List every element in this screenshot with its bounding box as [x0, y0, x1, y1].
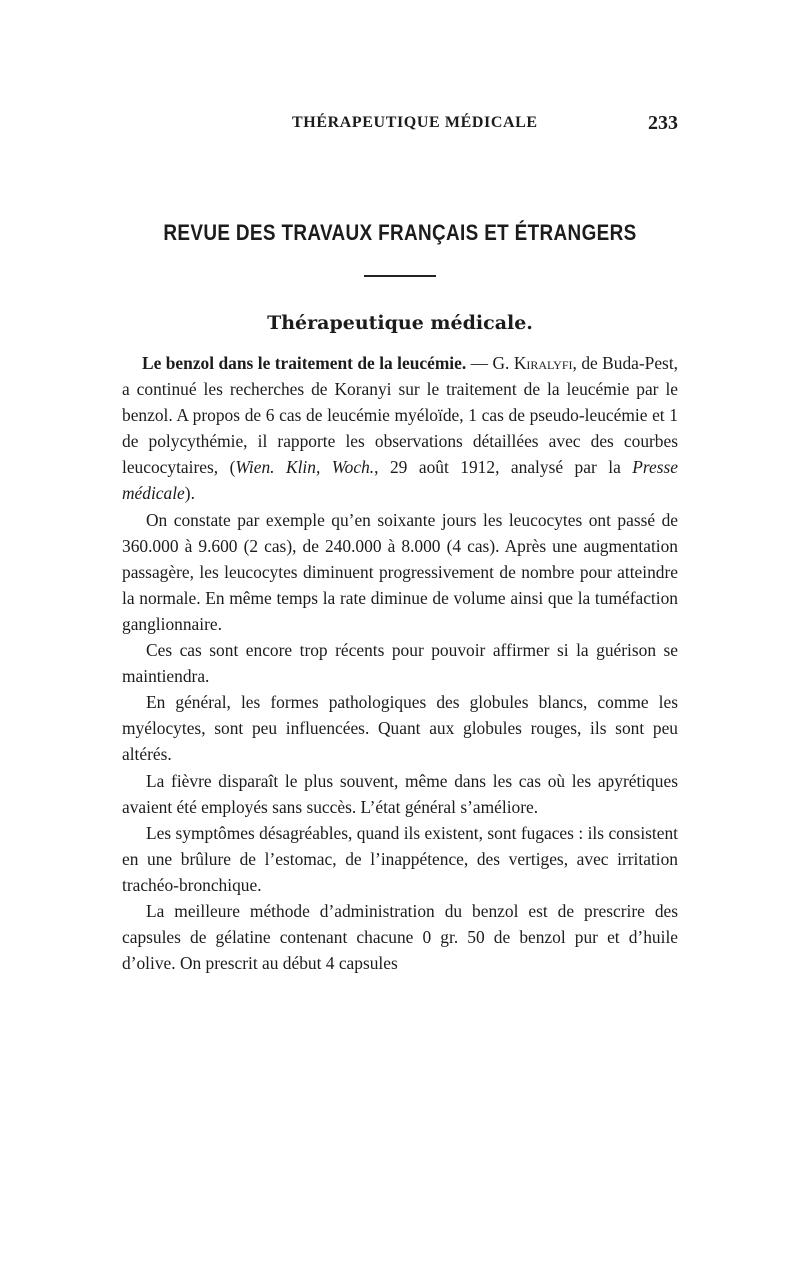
- author-separator: —: [466, 353, 493, 373]
- running-title: THÉRAPEUTIQUE MÉDICALE: [292, 114, 538, 131]
- section-heading: REVUE DES TRAVAUX FRANÇAIS ET ÉTRANGERS: [163, 220, 637, 245]
- journal-reference: Wien. Klin, Woch.: [235, 457, 375, 478]
- paragraph-1-text-a: , de Buda-Pest, a continué les recherches de Koranyi sur le traitement de la leucémie par le benzol. A propos de 6 cas de leucémie myéloïde, 1 cas de pseudo-leucémie et 1 de polycythémie, il rapporte les observations détaillées avec des courbes leucocytaires, (: [122, 353, 679, 478]
- article-paragraph-4: En général, les formes pathologiques des globules blancs, comme les myélocytes, sont peu influencées. Quant aux globules rouges, ils sont peu altérés.: [122, 692, 678, 765]
- heading-rule: [364, 275, 436, 277]
- article-paragraph-5: La fièvre disparaît le plus souvent, même dans les cas où les apyrétiques avaient été employés sans succès. L’état général s’améliore.: [122, 770, 678, 817]
- article-body: [122, 350, 678, 976]
- article-author: G. Kiralyfi: [492, 353, 573, 373]
- running-head: [122, 114, 678, 138]
- article-paragraph-2: On constate par exemple qu’en soixante jours les leucocytes ont passé de 360.000 à 9.600 (2 cas), de 240.000 à 8.000 (4 cas). Après une augmentation passagère, les leucocytes diminuent progressivement de nombre pour atteindre la normale. En même temps la rate diminue de volume ainsi que la tuméfaction ganglionnaire.: [122, 509, 678, 634]
- page-number: 233: [648, 112, 678, 134]
- subsection-heading: Thérapeutique médicale.: [267, 312, 533, 334]
- paragraph-1-text-b: , 29 août 1912, analysé par la: [374, 457, 633, 478]
- article-paragraph-3: Ces cas sont encore trop récents pour pouvoir affirmer si la guérison se maintiendra.: [122, 640, 678, 687]
- article-title: Le benzol dans le traitement de la leucémie.: [142, 353, 467, 373]
- article-paragraph-1: [122, 350, 678, 507]
- journal-reference-2: Presse médicale: [122, 457, 678, 504]
- article-paragraph-6: Les symptômes désagréables, quand ils existent, sont fugaces : ils consistent en une brûlure de l’estomac, de l’inappétence, des vertiges, avec irritation trachéo-bronchique.: [122, 822, 678, 895]
- article-paragraph-7: La meilleure méthode d’administration du benzol est de prescrire des capsules de gélatine contenant chacune 0 gr. 50 de benzol pur et d’huile d’olive. On prescrit au début 4 capsules: [122, 900, 678, 974]
- paragraph-1-text-c: ).: [184, 483, 195, 504]
